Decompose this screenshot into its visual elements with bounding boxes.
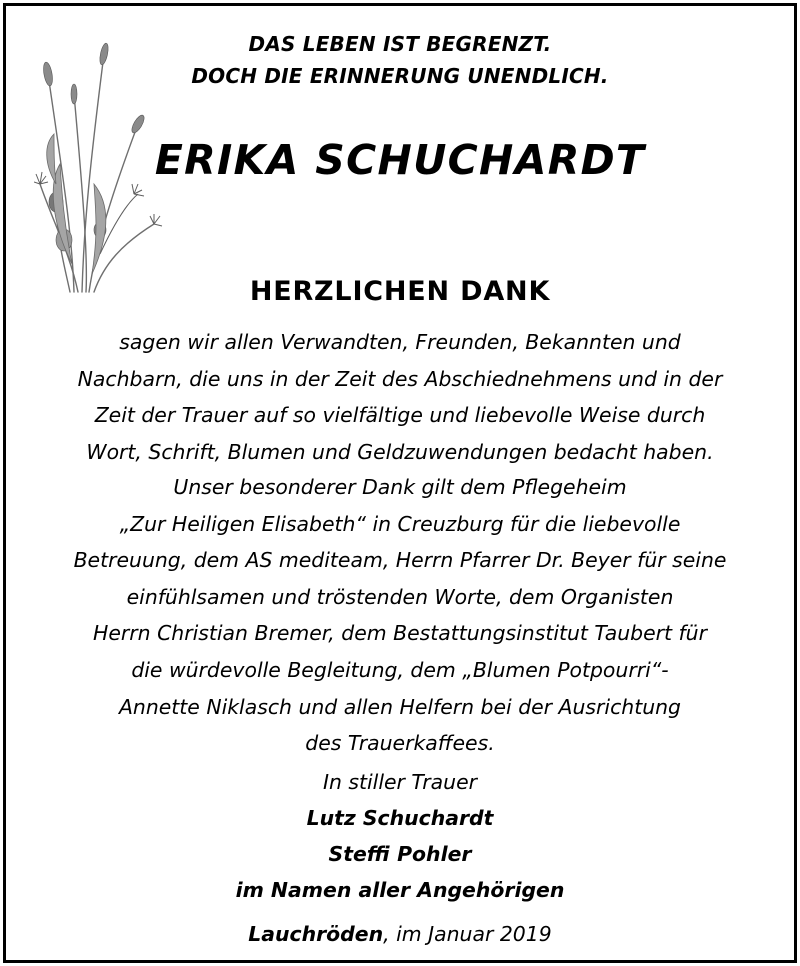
text-line: Betreuung, dem AS mediteam, Herrn Pfarrer Dr. Beyer für seine <box>73 548 727 573</box>
family-note: im Namen aller Angehörigen <box>235 878 565 902</box>
text-line: Herrn Christian Bremer, dem Bestattungsinstitut Taubert für <box>93 621 707 646</box>
text-line: Nachbarn, die uns in der Zeit des Abschiednehmens und in der <box>77 366 723 391</box>
motto-line-1: DAS LEBEN IST BEGRENZT. <box>248 32 552 56</box>
text-line: die würdevolle Begleitung, dem „Blumen Potpourri“- <box>131 657 669 682</box>
text-line: „Zur Heiligen Elisabeth“ in Creuzburg für die liebevolle <box>119 511 681 536</box>
thanks-paragraph-2 <box>6 469 794 762</box>
thanks-heading: HERZLICHEN DANK <box>249 276 551 307</box>
text-line: Annette Niklasch und allen Helfern bei der Ausrichtung <box>118 694 682 719</box>
text-line: Zeit der Trauer auf so vielfältige und liebevolle Weise durch <box>94 403 706 428</box>
text-line: einfühlsamen und tröstenden Worte, dem Organisten <box>126 584 674 609</box>
motto <box>6 28 794 92</box>
signer-name: Steffi Pohler <box>328 842 472 866</box>
dateline-place: Lauchröden <box>248 922 384 946</box>
motto-line-2: DOCH DIE ERINNERUNG UNENDLICH. <box>191 64 609 88</box>
notice-frame <box>3 3 797 963</box>
text-line: Unser besonderer Dank gilt dem Pflegeheim <box>173 475 627 499</box>
mourning-intro: In stiller Trauer <box>322 770 478 794</box>
dateline-date: , im Januar 2019 <box>383 922 552 946</box>
signer-name: Lutz Schuchardt <box>306 806 494 830</box>
text-line: Wort, Schrift, Blumen und Geldzuwendungen bedacht haben. <box>86 439 714 464</box>
dateline <box>6 922 794 946</box>
signature-block <box>6 764 794 908</box>
text-line: sagen wir allen Verwandten, Freunden, Bekannten und <box>119 330 681 354</box>
text-line: des Trauerkaffees. <box>305 731 495 756</box>
deceased-name: ERIKA SCHUCHARDT <box>154 136 646 184</box>
thanks-paragraph-1 <box>6 324 794 470</box>
